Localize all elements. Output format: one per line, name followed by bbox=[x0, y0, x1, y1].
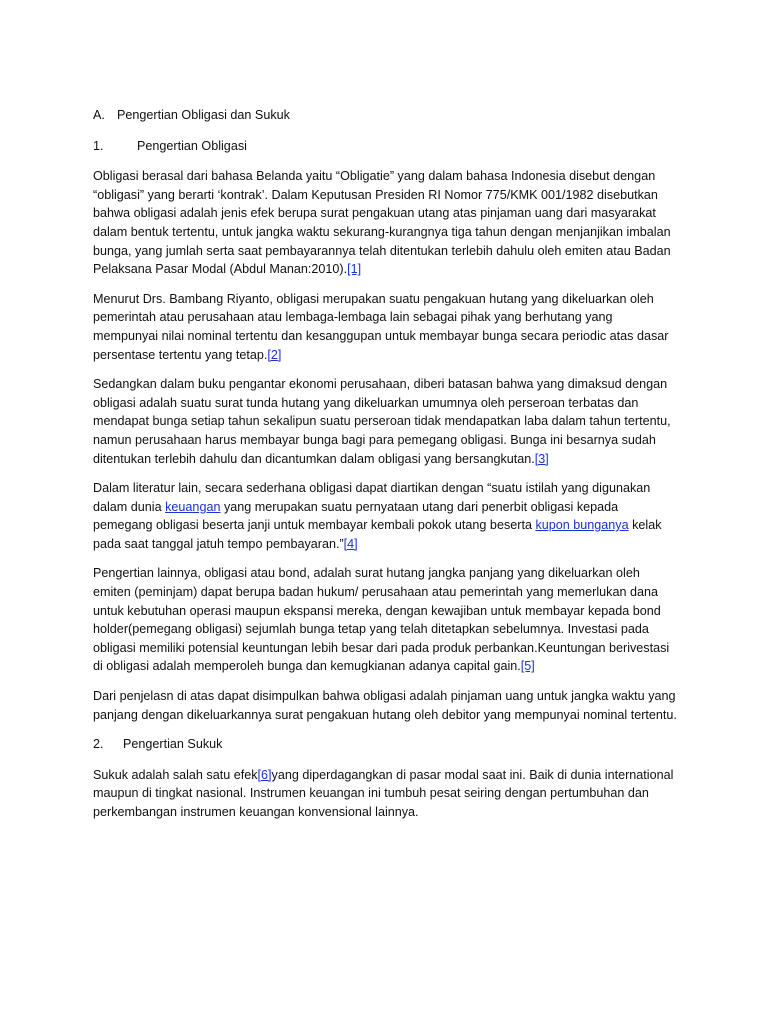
paragraph-text-part-1: Sukuk adalah salah satu efek bbox=[93, 767, 258, 782]
section-title: Pengertian Obligasi dan Sukuk bbox=[117, 108, 290, 122]
paragraph-text-part-2: yang merupakan suatu pernyataan utang dari penerbit obligasi kepada pemegang obligasi beserta janji untuk membayar kembali pokok utang beserta bbox=[93, 499, 619, 533]
kupon-bunganya-link[interactable]: kupon bunganya bbox=[535, 518, 629, 533]
document-page bbox=[93, 106, 678, 833]
keuangan-link[interactable]: keuangan bbox=[165, 499, 221, 514]
paragraph-buku-pengantar bbox=[93, 375, 678, 468]
paragraph-sukuk-definition bbox=[93, 766, 678, 822]
paragraph-text-part-2: yang diperdagangkan di pasar modal saat ini. Baik di dunia international maupun di tingkat nasional. Instrumen keuangan ini tumbuh pesat seiring dengan pertumbuhan dan perkembangan instrumen keuangan konvensional lainnya. bbox=[93, 767, 674, 819]
footnote-link-6[interactable]: [6] bbox=[257, 767, 272, 782]
paragraph-text: Pengertian lainnya, obligasi atau bond, adalah surat hutang jangka panjang yang dikeluarkan oleh emiten (peminjam) dapat berupa badan hukum/ perusahaan atau pemerintah yang memerlukan dana untuk kebutuhan operasi maupun ekspansi mereka, dengan kewajiban untuk membayar kepada bond holder(pemegang obligasi) sejumlah bunga tetap yang telah ditetapkan sebelumnya. Investasi pada obligasi memiliki potensial keuntungan lebih besar dari pada produk perbankan.Keuntungan berivestasi di obligasi adalah memperoleh bunga dan kemugkianan adanya capital gain. bbox=[93, 566, 670, 674]
paragraph-text-part-3: kelak pada saat tanggal jatuh tempo pembayaran.” bbox=[93, 518, 662, 551]
paragraph-conclusion bbox=[93, 687, 678, 724]
footnote-link-4[interactable]: [4] bbox=[343, 536, 358, 551]
footnote-link-3[interactable]: [3] bbox=[534, 451, 549, 466]
footnote-link-5[interactable]: [5] bbox=[520, 659, 535, 674]
paragraph-obligasi-definition bbox=[93, 167, 678, 279]
paragraph-text: Dari penjelasn di atas dapat disimpulkan bahwa obligasi adalah pinjaman uang untuk jangka waktu yang panjang dengan dikeluarkannya surat pengakuan hutang oleh debitor yang mempunyai nominal tertentu. bbox=[93, 689, 677, 722]
subsection-number: 1. bbox=[93, 138, 104, 153]
subsection-heading-obligasi bbox=[93, 137, 678, 156]
section-heading-a bbox=[93, 106, 678, 125]
subsection-title: Pengertian Sukuk bbox=[123, 737, 223, 752]
footnote-link-1[interactable]: [1] bbox=[347, 262, 362, 277]
paragraph-bond-definition bbox=[93, 564, 678, 676]
section-number: A. bbox=[93, 108, 105, 122]
subsection-heading-sukuk bbox=[93, 735, 678, 754]
paragraph-literatur-lain bbox=[93, 479, 678, 553]
subsection-title: Pengertian Obligasi bbox=[137, 138, 247, 153]
paragraph-bambang-riyanto bbox=[93, 290, 678, 364]
footnote-link-2[interactable]: [2] bbox=[267, 347, 282, 362]
paragraph-text-part-1: Dalam literatur lain, secara sederhana obligasi dapat diartikan dengan “suatu istilah yang digunakan dalam dunia bbox=[93, 481, 651, 514]
paragraph-text: Sedangkan dalam buku pengantar ekonomi perusahaan, diberi batasan bahwa yang dimaksud dengan obligasi adalah suatu surat tunda hutang yang dikeluarkan umumnya oleh perseroan terbatas dan mendapat bunga setiap tahun sekalipun suatu perseroan tidak mendapatkan laba dalam tahun tertentu, namun perusahaan harus membayar bunga bagi para pemegang obligasi. Bunga ini besarnya sudah ditentukan terlebih dahulu dan dicantumkan dalam obligasi yang bersangkutan. bbox=[93, 377, 671, 466]
paragraph-text: Obligasi berasal dari bahasa Belanda yaitu “Obligatie” yang dalam bahasa Indonesia disebut dengan “obligasi” yang berarti ‘kontrak’. Dalam Keputusan Presiden RI Nomor 775/KMK 001/1982 disebutkan bahwa obligasi adalah jenis efek berupa surat pengakuan utang atas pinjaman uang dari masyarakat dalam bentuk tertentu, untuk jangka waktu sekurang-kurangnya tiga tahun dengan menjanjikan imbalan bunga, yang jumlah serta saat pembayarannya telah ditentukan terlebih dahulu oleh emiten atau Badan Pelaksana Pasar Modal (Abdul Manan:2010). bbox=[93, 169, 671, 277]
paragraph-text: Menurut Drs. Bambang Riyanto, obligasi merupakan suatu pengakuan hutang yang dikeluarkan oleh pemerintah atau perusahaan atau lembaga-lembaga lain sebagai pihak yang berhutang yang mempunyai nilai nominal tertentu dan kesanggupan untuk membayar bunga secara periodic atas dasar persentase tertentu yang tetap. bbox=[93, 291, 669, 362]
subsection-number: 2. bbox=[93, 737, 104, 752]
